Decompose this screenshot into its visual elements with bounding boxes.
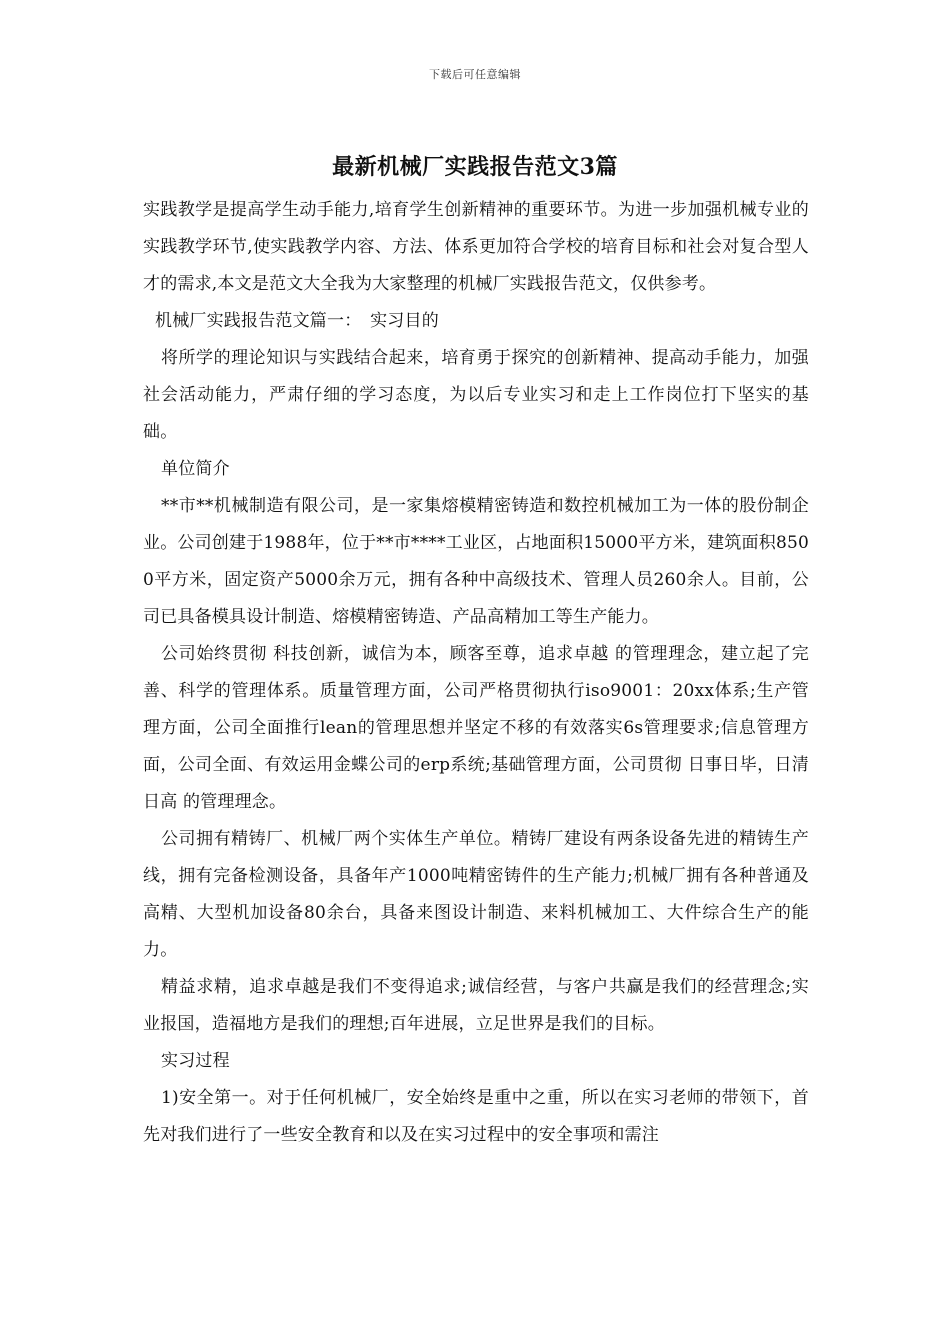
intro-paragraph: 实践教学是提高学生动手能力,培育学生创新精神的重要环节。为进一步加强机械专业的实践教学环节,使实践教学内容、方法、体系更加符合学校的培育目标和社会对复合型人才的需求,本文是范文大全我为大家整理的机械厂实践报告范文，仅供参考。 bbox=[143, 200, 809, 294]
section-heading-purpose: 机械厂实践报告范文篇一： 实习目的 bbox=[155, 311, 439, 331]
values-paragraph: 精益求精，追求卓越是我们不变得追求;诚信经营，与客户共赢是我们的经营理念;实业报国，造福地方是我们的理想;百年进展，立足世界是我们的目标。 bbox=[143, 977, 809, 1034]
company-paragraph: **市**机械制造有限公司，是一家集熔模精密铸造和数控机械加工为一体的股份制企业。公司创建于1988年，位于**市****工业区，占地面积15000平方米，建筑面积8500平方米，固定资产5000余万元，拥有各种中高级技术、管理人员260余人。目前，公司已具备模具设计制造、熔模精密铸造、产品高精加工等生产能力。 bbox=[143, 496, 809, 627]
management-paragraph: 公司始终贯彻 科技创新，诚信为本，顾客至尊，追求卓越 的管理理念，建立起了完善、科学的管理体系。质量管理方面，公司严格贯彻执行iso9001：20xx体系;生产管理方面，公司全面推行lean的管理思想并坚定不移的有效落实6s管理要求;信息管理方面，公司全面、有效运用金蝶公司的erp系统;基础管理方面，公司贯彻 日事日毕，日清日高 的管理理念。 bbox=[143, 644, 809, 812]
document-body bbox=[143, 192, 809, 1154]
section-heading-company: 单位简介 bbox=[161, 459, 230, 479]
header-note: 下载后可任意编辑 bbox=[429, 68, 521, 81]
purpose-paragraph: 将所学的理论知识与实践结合起来，培育勇于探究的创新精神、提高动手能力，加强社会活动能力，严肃仔细的学习态度，为以后专业实习和走上工作岗位打下坚实的基础。 bbox=[143, 348, 809, 442]
production-paragraph: 公司拥有精铸厂、机械厂两个实体生产单位。精铸厂建设有两条设备先进的精铸生产线，拥有完备检测设备，具备年产1000吨精密铸件的生产能力;机械厂拥有各种普通及高精、大型机加设备80余台，具备来图设计制造、来料机械加工、大件综合生产的能力。 bbox=[143, 829, 809, 960]
section-heading-process: 实习过程 bbox=[161, 1051, 230, 1071]
safety-paragraph: 1)安全第一。对于任何机械厂，安全始终是重中之重，所以在实习老师的带领下，首先对我们进行了一些安全教育和以及在实习过程中的安全事项和需注 bbox=[143, 1088, 809, 1145]
document-title: 最新机械厂实践报告范文3篇 bbox=[332, 154, 618, 180]
